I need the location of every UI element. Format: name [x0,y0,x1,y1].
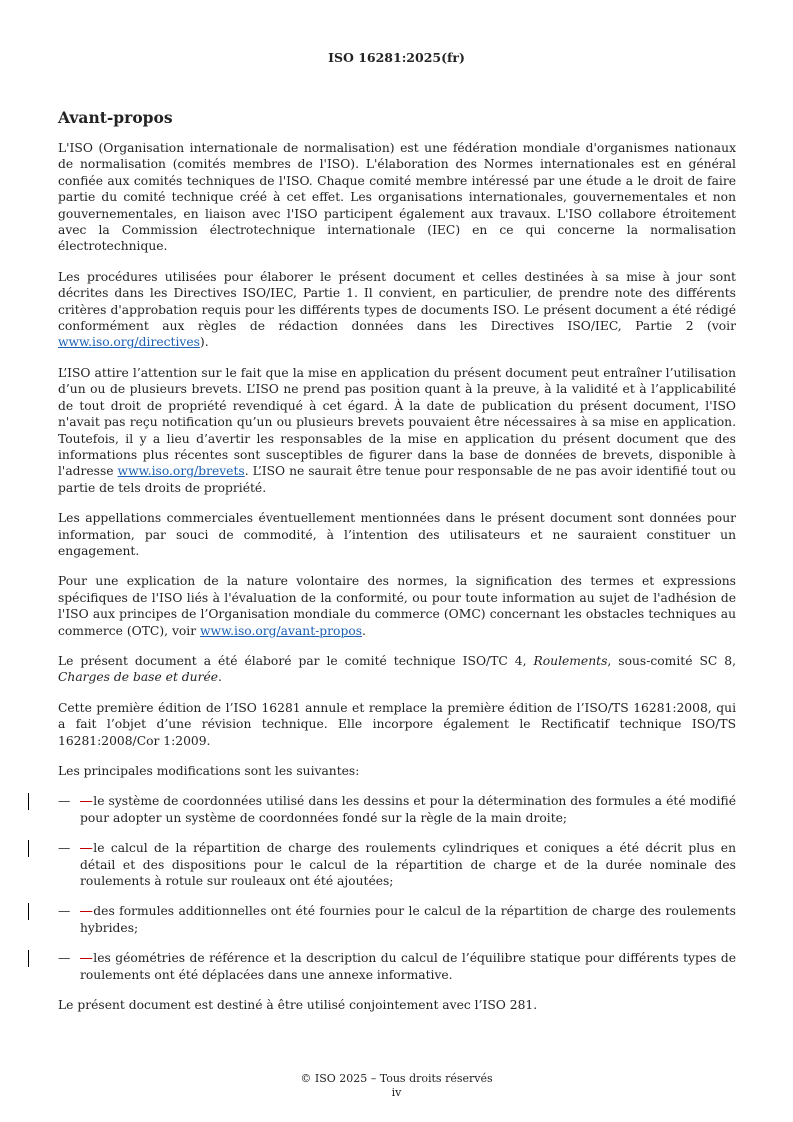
page-content [58,108,736,1027]
paragraph-iso-intro: L'ISO (Organisation internationale de normalisation) est une fédération mondiale d'organismes nationaux de normalisation (comités membres de l'ISO). L'élaboration des Normes internationales est en général confiée aux comités techniques de l'ISO. Chaque comité membre intéressé par une étude a le droit de faire partie du comité technique créé à cet effet. Les organisations internationales, gouvernementales et non gouvernementales, en liaison avec l'ISO participent également aux travaux. L'ISO collabore étroitement avec la Commission électrotechnique internationale (IEC) en ce qui concerne la normalisation électrotechnique. [58,141,736,254]
page-footer [0,1072,793,1100]
section-title: Avant-propos [58,108,173,127]
paragraph-voluntary-nature [58,573,736,639]
deleted-text: — [80,794,93,809]
deleted-text: — [80,951,93,966]
list-item [58,950,736,983]
change-bar [28,793,29,810]
list-item [58,903,736,936]
deleted-text: — [80,841,93,856]
committee-end: . [218,670,222,685]
document-header [0,50,793,65]
changes-list [58,793,736,983]
list-item-text: le système de coordonnées utilisé dans les dessins et pour la détermination des formules a été modifié pour adopter un système de coordonnées fondé sur la règle de la main droite; [80,794,736,825]
committee-text: Le présent document a été élaboré par le comité technique ISO/TC 4, [58,653,534,668]
voluntary-end: . [362,623,366,638]
change-bar [28,950,29,967]
paragraph-iso281: Le présent document est destiné à être utilisé conjointement avec l’ISO 281. [58,998,538,1013]
committee-name: Roulements [533,653,608,668]
list-item-text: le calcul de la répartition de charge des roulements cylindriques et coniques a été décrit plus en détail et des dispositions pour le calcul de la répartition de charge et de la durée nominale des roulements à rotule sur rouleaux ont été ajoutées; [80,841,736,889]
procedures-end: ). [199,335,209,350]
list-item [58,793,736,826]
paragraph-patents [58,365,736,496]
document-id: ISO 16281:2025(fr) [328,50,465,65]
patents-end: . L’ISO ne saurait être tenue pour responsable de ne pas avoir identifié tout ou partie de tels droits de propriété. [58,464,736,495]
procedures-text: Les procédures utilisées pour élaborer le présent document et celles destinées à sa mise à jour sont décrites dans les Directives ISO/IEC, Partie 1. Il convient, en particulier, de prendre note des différents critères d'approbation requis pour les différents types de documents ISO. Le présent document a été rédigé conformément aux règles de rédaction données dans les Directives ISO/IEC, Partie 2 (voir [58,269,736,334]
list-item-text: des formules additionnelles ont été fournies pour le calcul de la répartition de charge des roulements hybrides; [80,904,736,935]
paragraph-committee [58,653,736,686]
dash-marker: — [58,794,71,809]
paragraph-trade-names: Les appellations commerciales éventuellement mentionnées dans le présent document sont données pour information, par souci de commodité, à l’intention des utilisateurs et ne sauraient constituer un engagement. [58,511,736,558]
patents-text: L’ISO attire l’attention sur le fait que la mise en application du présent document peut entraîner l’utilisation d’un ou de plusieurs brevets. L’ISO ne prend pas position quant à la preuve, à la validité et à l’applicabilité de tout droit de propriété revendiqué à cet égard. À la date de publication du présent document, l'ISO n'avait pas reçu notification qu’un ou plusieurs brevets pouvaient être nécessaires à sa mise en application. Toutefois, il y a lieu d’avertir les responsables de la mise en application du présent document que des informations plus récentes sont susceptibles de figurer dans la base de données de brevets, disponible à l'adresse [58,365,736,479]
page-number: iv [391,1086,402,1099]
change-bar [28,840,29,857]
directives-link[interactable]: www.iso.org/directives [58,335,200,350]
paragraph-changes-intro: Les principales modifications sont les suivantes: [58,764,360,778]
change-bar [28,903,29,920]
voluntary-text: Pour une explication de la nature volontaire des normes, la signification des termes et expressions spécifiques de l'ISO liés à l'évaluation de la conformité, ou pour toute information au sujet de l'adhésion de l'ISO aux principes de l’Organisation mondiale du commerce (OMC) concernant les obstacles techniques au commerce (OTC), voir [58,574,736,638]
copyright-notice: © ISO 2025 – Tous droits réservés [300,1072,493,1085]
foreword-link[interactable]: www.iso.org/avant-propos [200,623,363,638]
list-item-text: les géométries de référence et la description du calcul de l’équilibre statique pour différents types de roulements ont été déplacées dans une annexe informative. [80,951,736,982]
dash-marker: — [58,951,71,966]
committee-mid: , sous-comité SC 8, [607,653,736,668]
subcommittee-name: Charges de base et durée [58,670,219,685]
list-item [58,840,736,889]
paragraph-procedures [58,269,736,351]
deleted-text: — [80,904,93,919]
patents-link[interactable]: www.iso.org/brevets [117,464,245,479]
dash-marker: — [58,904,71,919]
dash-marker: — [58,841,71,856]
paragraph-edition: Cette première édition de l’ISO 16281 annule et remplace la première édition de l’ISO/TS 16281:2008, qui a fait l’objet d’une révision technique. Elle incorpore également le Rectificatif technique ISO/TS 16281:2008/Cor 1:2009. [58,700,736,748]
